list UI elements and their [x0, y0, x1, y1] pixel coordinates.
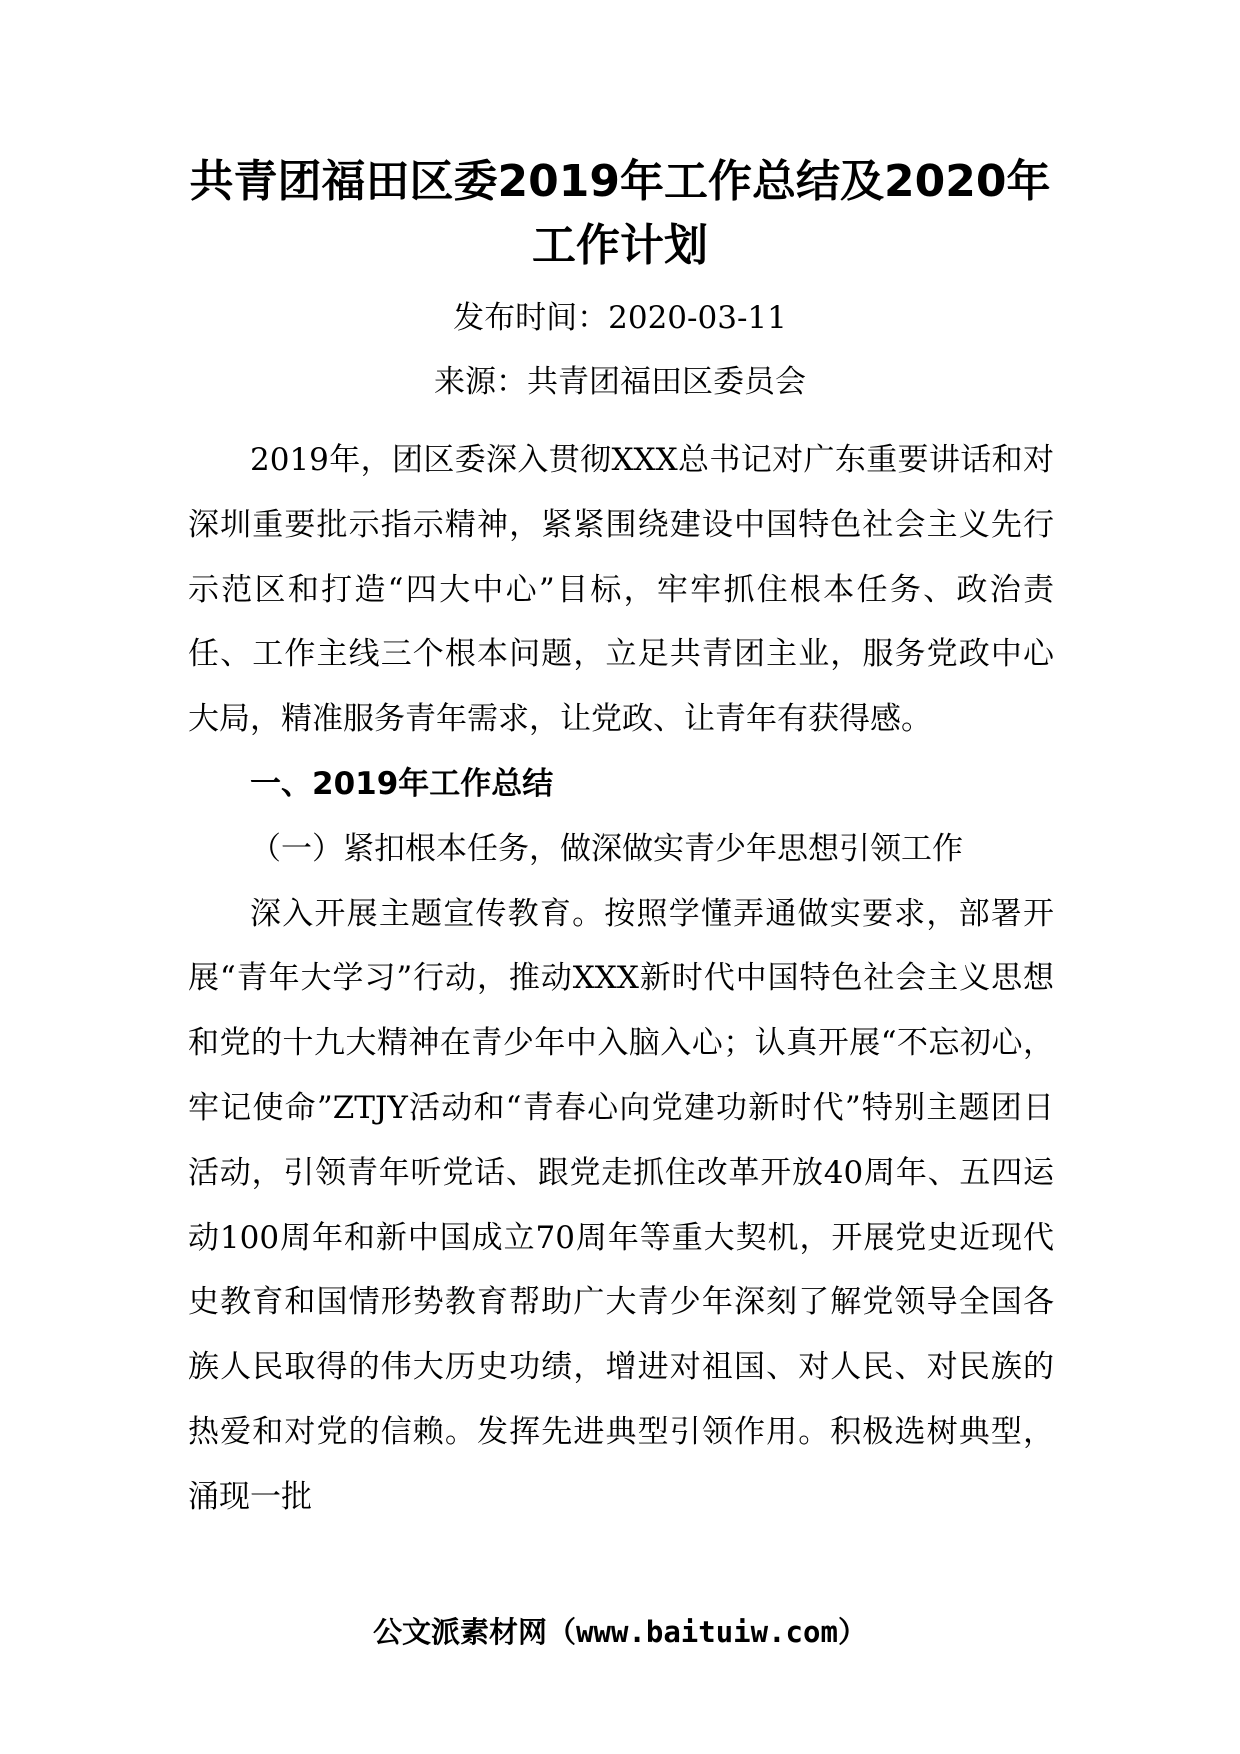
title-line-2: 工作计划 [532, 220, 708, 271]
document-body [188, 428, 1054, 1530]
intro-paragraph: 2019年，团区委深入贯彻XXX总书记对广东重要讲话和对深圳重要批示指示精神，紧紧围绕建设中国特色社会主义先行示范区和打造“四大中心”目标，牢牢抓住根本任务、政治责任、工作主线三个根本问题，立足共青团主业，服务党政中心大局，精准服务青年需求，让党政、让青年有获得感。 [188, 442, 1054, 738]
source-line: 来源：共青团福田区委员会 [434, 364, 806, 400]
footer-watermark: 公文派素材网（www.baituiw.com） [373, 1615, 867, 1649]
section-heading: 一、2019年工作总结 [250, 765, 554, 802]
document-title [170, 150, 1070, 278]
title-line-1: 共青团福田区委2019年工作总结及2020年 [189, 156, 1051, 207]
subsection-heading: （一）紧扣根本任务，做深做实青少年思想引领工作 [250, 830, 963, 867]
publish-date: 发布时间：2020-03-11 [453, 300, 787, 336]
body-paragraph: 深入开展主题宣传教育。按照学懂弄通做实要求，部署开展“青年大学习”行动，推动XXX新时代中国特色社会主义思想和党的十九大精神在青少年中入脑入心；认真开展“不忘初心，牢记使命”ZTJY活动和“青春心向党建功新时代”特别主题团日活动，引领青年听党话、跟党走抓住改革开放40周年、五四运动100周年和新中国成立70周年等重大契机，开展党史近现代史教育和国情形势教育帮助广大青少年深刻了解党领导全国各族人民取得的伟大历史功绩，增进对祖国、对人民、对民族的热爱和对党的信赖。发挥先进典型引领作用。积极选树典型，涌现一批 [188, 895, 1054, 1515]
